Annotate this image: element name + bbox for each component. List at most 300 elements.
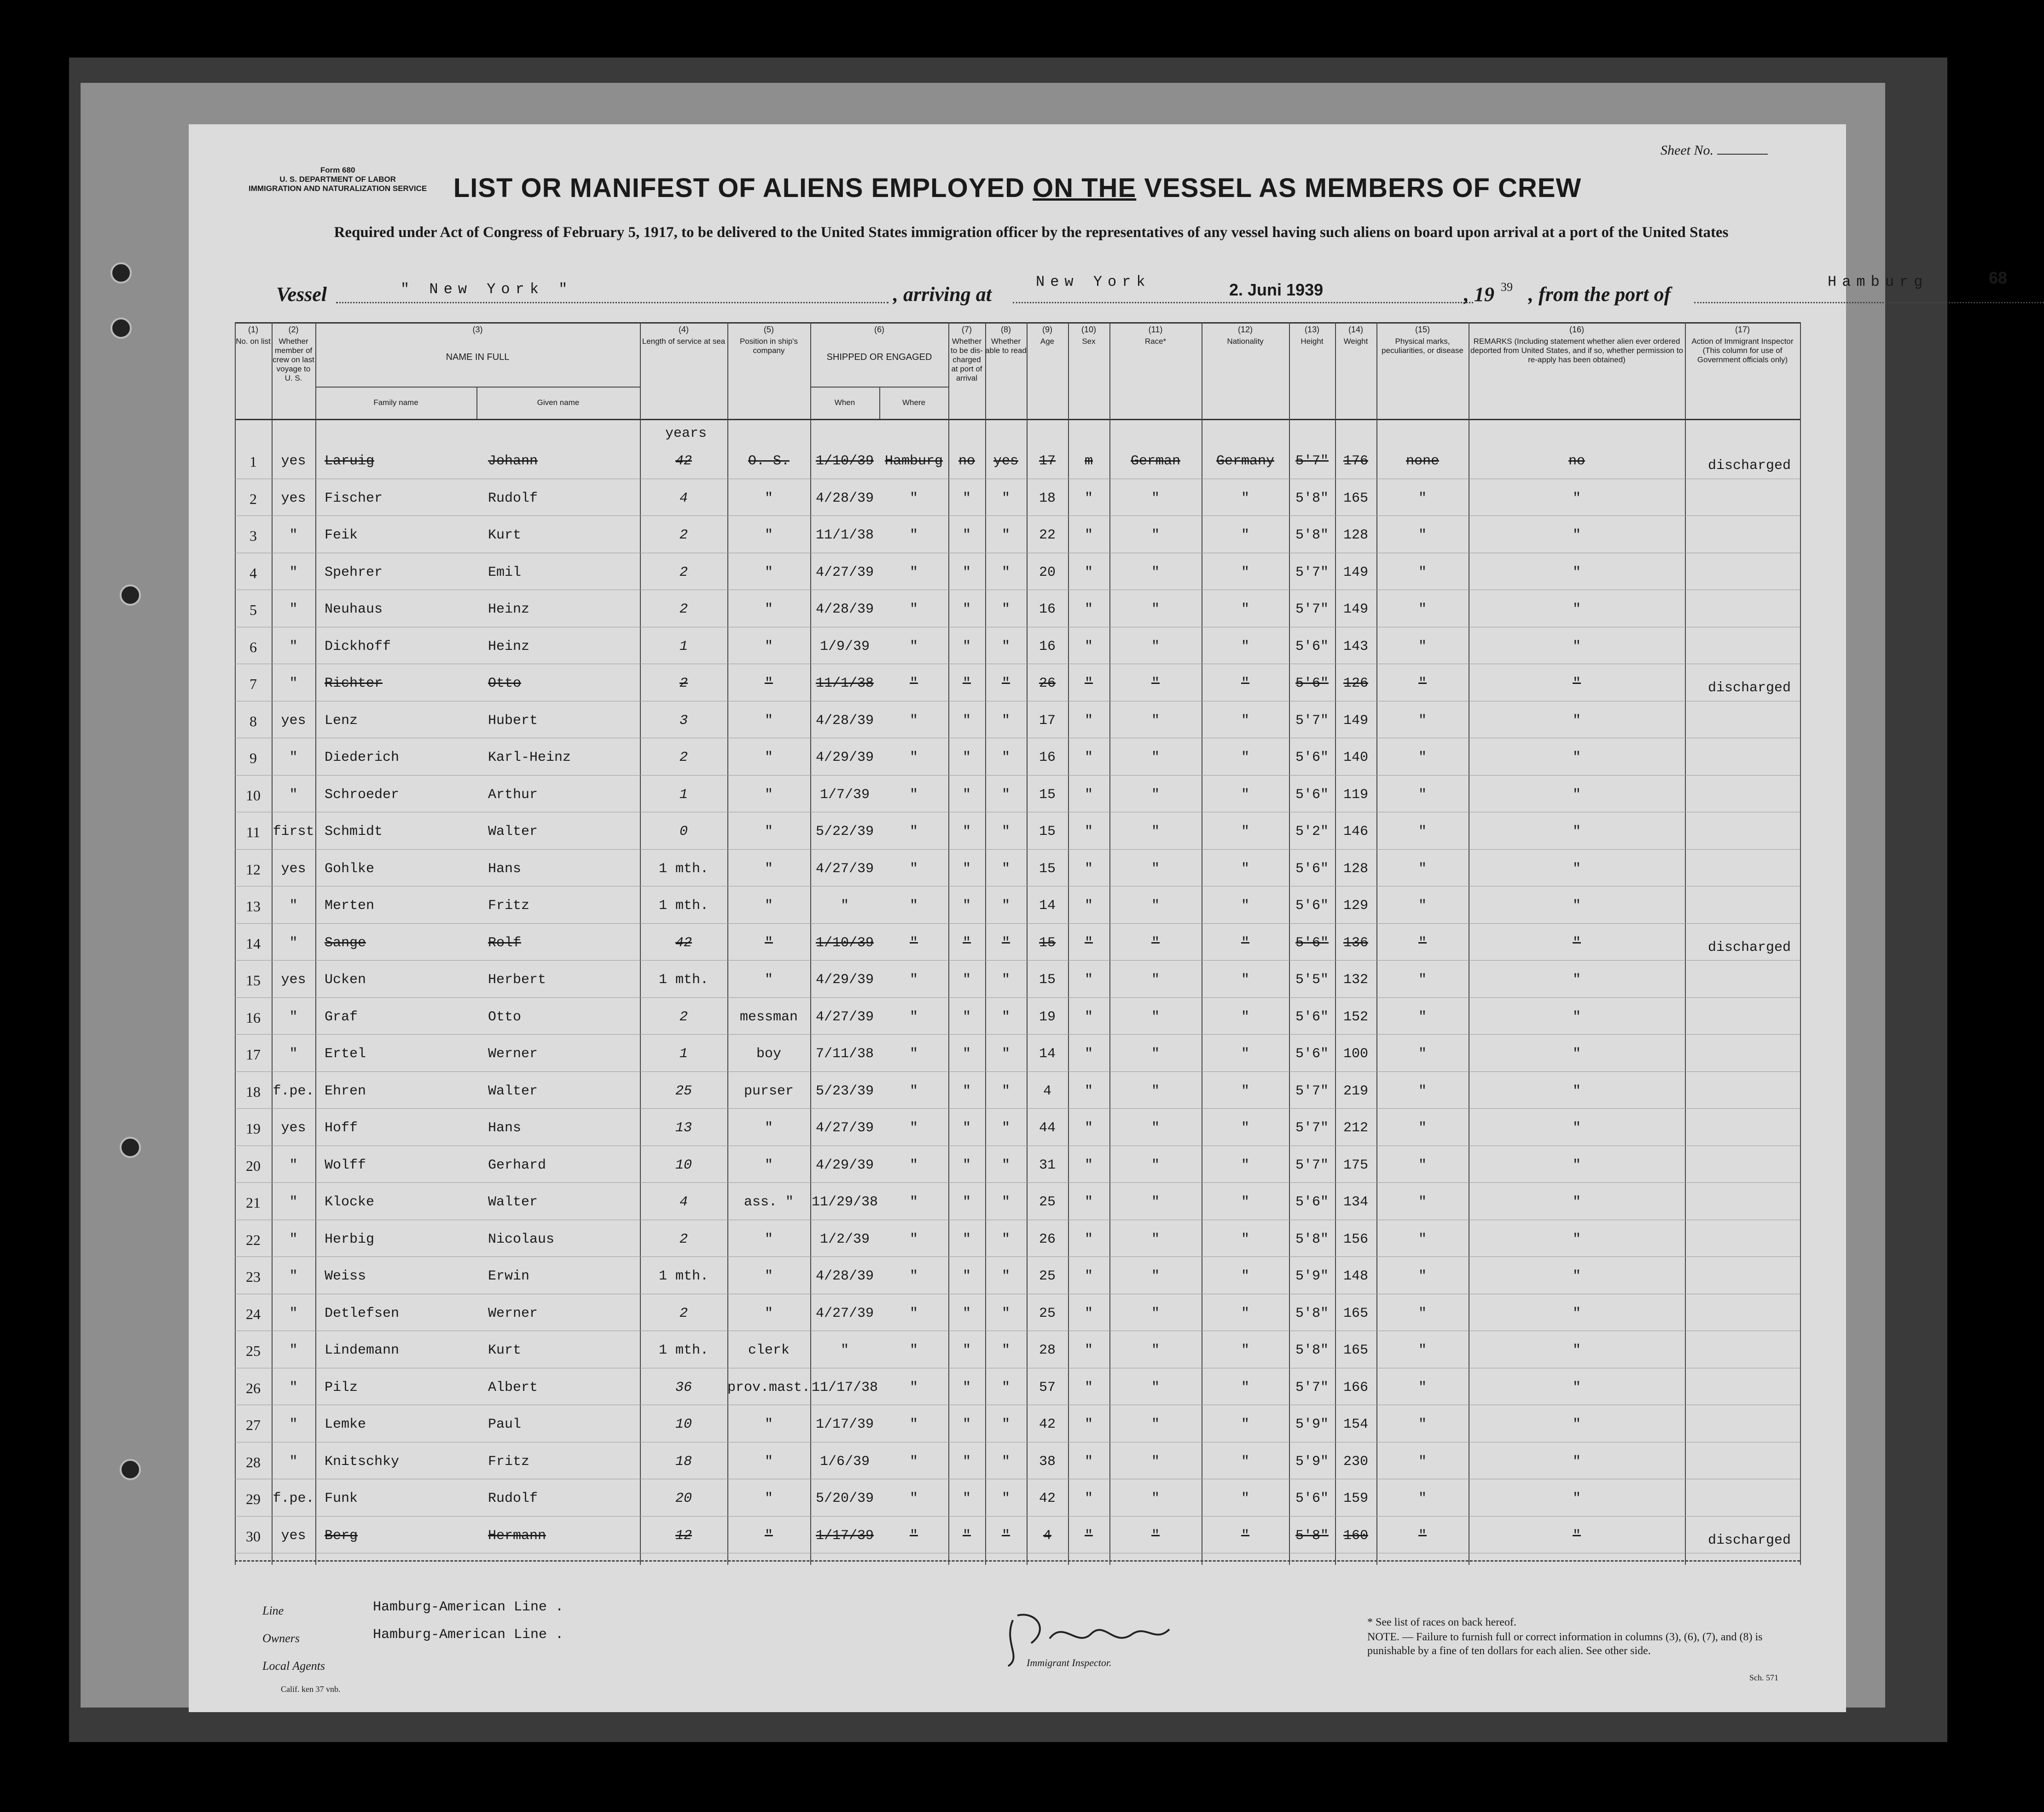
cell-when: 1/7/39 [819, 787, 870, 803]
cell-age: 19 [1039, 1009, 1056, 1025]
cell-when: " [840, 898, 849, 914]
cell-age: 17 [1039, 453, 1056, 469]
column-number: (6) [874, 325, 884, 334]
cell-read: " [1001, 490, 1010, 506]
cell-marks: " [1418, 898, 1427, 914]
cell-wt: 156 [1343, 1231, 1368, 1247]
cell-marks: " [1418, 1453, 1427, 1470]
cell-dis: " [962, 1268, 971, 1284]
cell-when: 1/17/39 [815, 1417, 874, 1432]
cell-wt: 134 [1343, 1194, 1368, 1210]
cell-wt: 128 [1343, 861, 1368, 877]
cell-when: 1/9/39 [819, 638, 870, 654]
cell-len: 2 [679, 527, 688, 543]
cell-len: 2 [679, 676, 688, 691]
cell-prev: " [289, 1453, 298, 1470]
cell-prev: yes [281, 861, 306, 877]
line-label: Line [262, 1604, 284, 1617]
cell-family: Berg [325, 1528, 358, 1544]
cell-family: Lindemann [325, 1343, 400, 1358]
cell-ht: 5'8" [1295, 1528, 1329, 1544]
cell-nat: " [1241, 1046, 1249, 1062]
from-rule [1694, 302, 2044, 303]
corner-note: Calif. ken 37 vnb. [281, 1685, 341, 1694]
row-number: 20 [246, 1157, 261, 1174]
cell-read: " [1001, 1046, 1010, 1062]
cell-family: Ucken [325, 972, 366, 988]
cell-where: " [909, 1379, 918, 1395]
cell-prev: " [289, 1379, 298, 1395]
cell-given: Hans [488, 861, 522, 877]
cell-pos: ass. " [743, 1194, 794, 1210]
row-rule [235, 1108, 1800, 1109]
cell-marks: " [1418, 1231, 1427, 1247]
cell-wt: 152 [1343, 1009, 1368, 1025]
cell-sex: " [1084, 1343, 1093, 1358]
cell-rem: " [1572, 1453, 1581, 1470]
cell-pos: " [764, 1268, 773, 1284]
cell-pos: " [764, 676, 773, 691]
cell-len: 1 [679, 638, 688, 654]
cell-when: 11/29/38 [811, 1194, 878, 1210]
cell-sex: " [1084, 1009, 1093, 1025]
cell-race: " [1151, 1157, 1160, 1173]
cell-age: 42 [1039, 1491, 1056, 1506]
cell-age: 4 [1043, 1528, 1051, 1544]
cell-wt: 136 [1343, 935, 1368, 951]
cell-race: " [1151, 935, 1160, 951]
row-number: 15 [246, 972, 261, 989]
cell-prev: " [289, 1194, 298, 1210]
cell-prev: yes [281, 972, 306, 988]
cell-family: Laruig [325, 453, 375, 469]
cell-race: " [1151, 1343, 1160, 1358]
cell-nat: " [1241, 1231, 1249, 1247]
column-header [1335, 325, 1376, 346]
year-suffix: 39 [1501, 280, 1513, 294]
cell-age: 31 [1039, 1157, 1056, 1173]
row-number: 6 [250, 638, 257, 655]
column-number: (2) [288, 325, 299, 334]
cell-marks: " [1418, 935, 1427, 951]
cell-wt: 143 [1343, 638, 1368, 654]
column-header [315, 325, 640, 362]
cell-age: 28 [1039, 1343, 1056, 1358]
row-number: 24 [246, 1305, 261, 1322]
cell-rem: " [1572, 527, 1581, 543]
cell-prev: yes [281, 1528, 306, 1544]
row-number: 11 [246, 824, 261, 840]
cell-nat: " [1241, 1083, 1249, 1099]
cell-read: " [1001, 638, 1010, 654]
cell-age: 16 [1039, 602, 1056, 617]
cell-sex: " [1084, 564, 1093, 580]
cell-rem: " [1572, 898, 1581, 914]
family-name-subheader: Family name [373, 398, 418, 407]
cell-race: " [1151, 676, 1160, 691]
cell-ht: 5'9" [1295, 1453, 1329, 1470]
cell-prev: " [289, 787, 298, 803]
cell-len: 18 [675, 1453, 692, 1470]
cell-given: Herbert [488, 972, 546, 988]
cell-wt: 165 [1343, 1305, 1368, 1321]
cell-when: 4/27/39 [815, 861, 874, 877]
cell-family: Lenz [325, 712, 358, 729]
cell-race: " [1151, 861, 1160, 877]
cell-wt: 165 [1343, 490, 1368, 506]
cell-len: 2 [679, 1231, 688, 1247]
cell-sex: " [1084, 1268, 1093, 1284]
cell-marks: " [1418, 712, 1427, 729]
column-header-text: Race* [1144, 337, 1167, 346]
cell-dis: " [962, 564, 971, 580]
cell-when: 4/29/39 [815, 750, 874, 765]
cell-sex: " [1084, 972, 1093, 988]
when-subheader: When [834, 398, 855, 407]
cell-dis: " [962, 1491, 971, 1506]
cell-given: Hermann [488, 1528, 546, 1544]
punch-hole [120, 1459, 141, 1480]
cell-family: Wolff [325, 1157, 366, 1173]
punch-hole [120, 1137, 141, 1158]
cell-sex: " [1084, 787, 1093, 803]
row-rule [235, 960, 1800, 961]
cell-when: 1/10/39 [815, 453, 874, 469]
cell-pos: " [764, 1305, 773, 1321]
row-number: 27 [246, 1417, 261, 1433]
cell-rem: " [1572, 712, 1581, 729]
cell-when: 4/29/39 [815, 1157, 874, 1173]
cell-marks: " [1418, 787, 1427, 803]
cell-read: " [1001, 1453, 1010, 1470]
cell-dis: " [962, 1120, 971, 1136]
cell-where: " [909, 787, 918, 803]
cell-when: 4/27/39 [815, 564, 874, 580]
column-header [948, 325, 985, 383]
cell-nat: " [1241, 490, 1249, 506]
cell-where: " [909, 935, 918, 951]
cell-dis: " [962, 676, 971, 691]
cell-read: " [1001, 898, 1010, 914]
cell-marks: " [1418, 564, 1427, 580]
cell-ht: 5'7" [1295, 1379, 1329, 1395]
cell-where: " [909, 824, 918, 839]
cell-rem: no [1568, 453, 1585, 469]
local-agents-label: Local Agents [262, 1659, 325, 1673]
cell-pos: clerk [748, 1343, 790, 1358]
arriving-rule [1013, 302, 1473, 303]
column-number: (5) [764, 325, 774, 334]
cell-marks: " [1418, 602, 1427, 617]
cell-len: 10 [675, 1157, 692, 1173]
table-header-top-rule [235, 322, 1800, 324]
cell-prev: f.pe. [273, 1491, 314, 1506]
cell-ht: 5'6" [1295, 1491, 1329, 1506]
cell-dis: " [962, 1379, 971, 1395]
cell-sex: " [1084, 527, 1093, 543]
action-discharged: discharged [1708, 1532, 1791, 1548]
cell-ht: 5'8" [1295, 1343, 1329, 1358]
cell-family: Schroeder [325, 787, 400, 803]
cell-read: " [1001, 1083, 1010, 1099]
cell-family: Diederich [325, 750, 400, 765]
cell-sex: " [1084, 1453, 1093, 1470]
cell-dis: " [962, 935, 971, 951]
cell-read: " [1001, 1009, 1010, 1025]
cell-family: Fischer [325, 490, 383, 506]
cell-family: Klocke [325, 1194, 375, 1210]
cell-len: 13 [675, 1120, 692, 1136]
row-number: 19 [246, 1120, 261, 1137]
column-header-text: Height [1301, 337, 1324, 346]
cell-rem: " [1572, 972, 1581, 988]
cell-race: " [1151, 564, 1160, 580]
cell-where: " [909, 527, 918, 543]
vessel-name: " New York " [401, 281, 573, 298]
cell-nat: " [1241, 1417, 1249, 1432]
cell-read: " [1001, 861, 1010, 877]
cell-ht: 5'7" [1295, 564, 1329, 580]
cell-rem: " [1572, 1083, 1581, 1099]
cell-wt: 176 [1343, 453, 1368, 469]
cell-len: 25 [675, 1083, 692, 1099]
arriving-label: , arriving at [893, 283, 992, 306]
cell-read: " [1001, 712, 1010, 729]
column-number: (16) [1569, 325, 1584, 334]
cell-rem: " [1572, 750, 1581, 765]
row-number: 26 [246, 1379, 261, 1396]
cell-read: " [1001, 1194, 1010, 1210]
column-header-text: Weight [1343, 337, 1368, 346]
cell-dis: " [962, 750, 971, 765]
cell-marks: " [1418, 750, 1427, 765]
cell-family: Funk [325, 1491, 358, 1506]
cell-age: 20 [1039, 564, 1056, 580]
cell-dis: " [962, 1231, 971, 1247]
cell-when: 4/29/39 [815, 972, 874, 988]
cell-family: Sange [325, 935, 366, 951]
row-number: 22 [246, 1231, 261, 1248]
row-number: 7 [250, 676, 257, 692]
cell-age: 4 [1043, 1083, 1051, 1099]
cell-wt: 230 [1343, 1453, 1368, 1470]
cell-pos: " [764, 638, 773, 654]
cell-ht: 5'6" [1295, 861, 1329, 877]
cell-family: Ertel [325, 1046, 366, 1062]
cell-ht: 5'8" [1295, 1231, 1329, 1247]
cell-len: 2 [679, 1009, 688, 1025]
cell-family: Herbig [325, 1231, 375, 1247]
row-number: 10 [246, 787, 261, 804]
cell-wt: 212 [1343, 1120, 1368, 1136]
cell-race: " [1151, 787, 1160, 803]
cell-where: " [909, 1268, 918, 1284]
cell-ht: 5'6" [1295, 638, 1329, 654]
cell-where: " [909, 712, 918, 729]
cell-read: " [1001, 1305, 1010, 1321]
cell-nat: " [1241, 1194, 1249, 1210]
cell-len: 1 mth. [658, 1268, 709, 1284]
cell-nat: " [1241, 1343, 1249, 1358]
cell-rem: " [1572, 935, 1581, 951]
cell-family: Schmidt [325, 824, 383, 839]
row-rule [235, 923, 1800, 924]
cell-given: Rudolf [488, 490, 538, 506]
cell-dis: " [962, 861, 971, 877]
cell-marks: " [1418, 1046, 1427, 1062]
cell-prev: " [289, 564, 298, 580]
cell-wt: 159 [1343, 1491, 1368, 1506]
cell-given: Hans [488, 1120, 522, 1136]
cell-family: Neuhaus [325, 602, 383, 617]
cell-pos: " [764, 861, 773, 877]
cell-prev: " [289, 1305, 298, 1321]
cell-marks: " [1418, 527, 1427, 543]
cell-family: Richter [325, 676, 383, 691]
cell-ht: 5'6" [1295, 787, 1329, 803]
table-header-bottom-rule [235, 419, 1800, 420]
cell-wt: 149 [1343, 564, 1368, 580]
cell-rem: " [1572, 1305, 1581, 1321]
punch-hole [120, 585, 141, 606]
cell-marks: " [1418, 861, 1427, 877]
column-header [1685, 325, 1800, 365]
column-header [640, 325, 727, 346]
cell-ht: 5'8" [1295, 490, 1329, 506]
cell-where: " [909, 676, 918, 691]
cell-when: 11/1/38 [815, 527, 874, 543]
cell-pos: " [764, 972, 773, 988]
cell-where: " [909, 1528, 918, 1544]
cell-ht: 5'8" [1295, 527, 1329, 543]
cell-nat: " [1241, 1491, 1249, 1506]
cell-read: " [1001, 787, 1010, 803]
action-discharged: discharged [1708, 939, 1791, 955]
cell-len: 1 mth. [658, 972, 709, 988]
cell-prev: " [289, 1157, 298, 1173]
cell-pos: prov.mast. [727, 1379, 811, 1395]
cell-rem: " [1572, 861, 1581, 877]
cell-sex: " [1084, 490, 1093, 506]
column-header-text: Whether able to read [985, 337, 1027, 355]
column-number: (14) [1348, 325, 1363, 334]
cell-nat: " [1241, 1305, 1249, 1321]
cell-rem: " [1572, 1379, 1581, 1395]
column-header [727, 325, 810, 355]
cell-len: 4 [679, 490, 688, 506]
cell-nat: " [1241, 1268, 1249, 1284]
column-header [1068, 325, 1109, 346]
cell-nat: " [1241, 972, 1249, 988]
cell-ht: 5'6" [1295, 1009, 1329, 1025]
cell-rem: " [1572, 1491, 1581, 1506]
column-number: (8) [1001, 325, 1011, 334]
cell-nat: " [1241, 787, 1249, 803]
cell-wt: 219 [1343, 1083, 1368, 1099]
cell-when: 4/28/39 [815, 490, 874, 506]
cell-given: Emil [488, 564, 522, 580]
cell-pos: " [764, 824, 773, 839]
cell-ht: 5'6" [1295, 1046, 1329, 1062]
row-rule [235, 1256, 1800, 1257]
cell-wt: 149 [1343, 712, 1368, 729]
cell-dis: " [962, 638, 971, 654]
cell-family: Merten [325, 898, 375, 914]
cell-marks: " [1418, 1305, 1427, 1321]
cell-read: " [1001, 564, 1010, 580]
cell-age: 25 [1039, 1268, 1056, 1284]
row-number: 29 [246, 1491, 261, 1507]
column-number: (11) [1148, 325, 1163, 334]
column-header-text: Whether to be dis-charged at port of arrival [951, 337, 983, 382]
cell-dis: " [962, 898, 971, 914]
cell-race: " [1151, 1083, 1160, 1099]
cell-dis: " [962, 1453, 971, 1470]
vessel-label: Vessel [276, 283, 327, 306]
cell-when: 4/27/39 [815, 1009, 874, 1025]
action-discharged: discharged [1708, 680, 1791, 696]
cell-wt: 129 [1343, 898, 1368, 914]
vessel-rule [336, 302, 888, 303]
cell-race: " [1151, 1379, 1160, 1395]
cell-dis: " [962, 1157, 971, 1173]
cell-sex: " [1084, 638, 1093, 654]
column-number: (15) [1415, 325, 1430, 334]
cell-len: 2 [679, 564, 688, 580]
cell-len: 1 mth. [658, 1343, 709, 1358]
cell-when: 1/10/39 [815, 935, 874, 951]
cell-read: " [1001, 527, 1010, 543]
cell-sex: " [1084, 712, 1093, 729]
cell-race: " [1151, 972, 1160, 988]
cell-pos: " [764, 750, 773, 765]
cell-given: Fritz [488, 1453, 530, 1470]
cell-dis: " [962, 972, 971, 988]
cell-pos: " [764, 935, 773, 951]
cell-read: " [1001, 972, 1010, 988]
cell-read: " [1001, 1417, 1010, 1432]
cell-wt: 166 [1343, 1379, 1368, 1395]
cell-race: " [1151, 1120, 1160, 1136]
cell-ht: 5'9" [1295, 1417, 1329, 1432]
column-header-text: REMARKS (Including statement whether alien ever ordered deported from United States, and if so, whether permission to re-apply has been obtained) [1470, 337, 1684, 364]
cell-family: Hoff [325, 1120, 358, 1136]
cell-read: " [1001, 1268, 1010, 1284]
cell-wt: 119 [1343, 787, 1368, 803]
column-header [272, 325, 315, 383]
cell-sex: " [1084, 861, 1093, 877]
cell-age: 15 [1039, 787, 1056, 803]
cell-len: 1 mth. [658, 861, 709, 877]
cell-nat: " [1241, 564, 1249, 580]
cell-ht: 5'7" [1295, 1120, 1329, 1136]
cell-where: " [909, 898, 918, 914]
cell-len: 2 [679, 1305, 688, 1321]
row-number: 12 [246, 861, 261, 878]
cell-where: " [909, 638, 918, 654]
cell-rem: " [1572, 1231, 1581, 1247]
cell-nat: " [1241, 602, 1249, 617]
title-part-2: ON THE [1033, 173, 1137, 203]
cell-race: " [1151, 602, 1160, 617]
column-header [985, 325, 1027, 355]
cell-prev: " [289, 527, 298, 543]
column-rule [315, 322, 316, 1565]
cell-rem: " [1572, 824, 1581, 839]
cell-dis: " [962, 1343, 971, 1358]
cell-pos: " [764, 602, 773, 617]
column-number: (17) [1735, 325, 1750, 334]
